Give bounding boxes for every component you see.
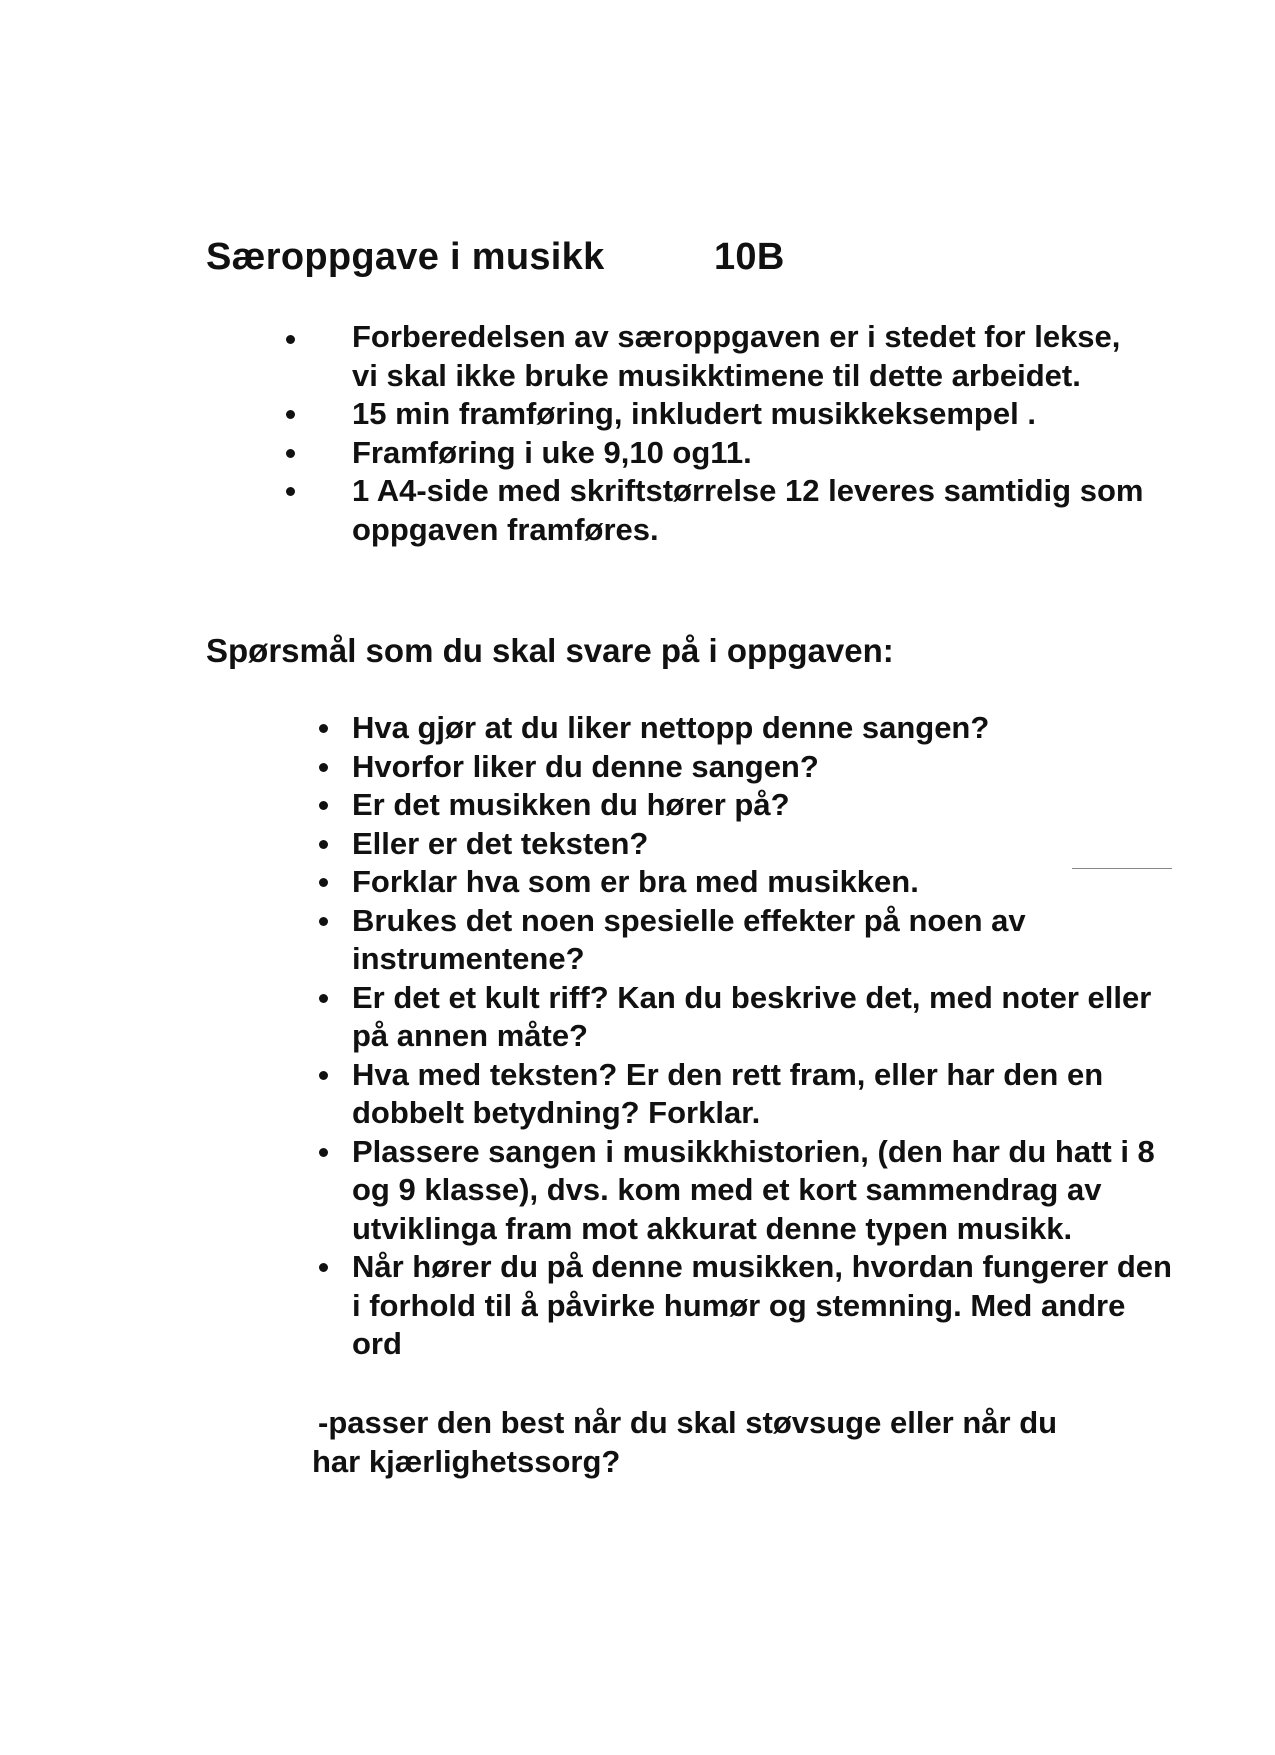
- list-item: [352, 434, 1152, 473]
- question-text: Er det et kult riff? Kan du beskrive det, med noter eller på annen måte?: [352, 979, 1152, 1053]
- bullet-icon: [319, 917, 328, 926]
- bullet-icon: [319, 1071, 328, 1080]
- question-text: Hva gjør at du liker nettopp denne sangen?: [352, 710, 990, 745]
- list-item: [352, 1056, 1172, 1133]
- bullet-icon: [319, 994, 328, 1003]
- info-item-text: 15 min framføring, inkludert musikkeksempel .: [352, 396, 1036, 431]
- list-item: [352, 472, 1152, 549]
- info-item-text: Framføring i uke 9,10 og11.: [352, 434, 752, 470]
- bullet-icon: [286, 449, 295, 458]
- bullet-icon: [319, 840, 328, 849]
- list-item: [352, 1248, 1172, 1364]
- list-item: [352, 748, 1172, 787]
- bullet-icon: [286, 335, 295, 344]
- question-text: Forklar hva som er bra med musikken.: [352, 864, 919, 899]
- info-item-text: Forberedelsen av særoppgaven er i stedet for lekse, vi skal ikke bruke musikktimene til dette arbeidet.: [352, 319, 1121, 393]
- question-text: Hvorfor liker du denne sangen?: [352, 748, 819, 784]
- list-item: [352, 902, 1172, 979]
- bullet-icon: [286, 410, 295, 419]
- list-item: [352, 709, 1172, 748]
- question-text: Er det musikken du hører på?: [352, 787, 790, 822]
- bullet-icon: [319, 878, 328, 887]
- question-text: Plassere sangen i musikkhistorien, (den har du hatt i 8 og 9 klasse), dvs. kom med et kort sammendrag av utviklinga fram mot akkurat denne typen musikk.: [352, 1133, 1155, 1246]
- page-title: [206, 236, 785, 279]
- bullet-icon: [319, 724, 328, 733]
- scan-artifact-line: [1072, 868, 1172, 869]
- closing-text: [312, 1404, 1132, 1481]
- list-item: [352, 825, 1172, 864]
- list-item: [352, 786, 1172, 825]
- bullet-icon: [286, 487, 295, 496]
- list-item: [352, 979, 1172, 1056]
- questions-list: [352, 709, 1172, 1364]
- closing-line: har kjærlighetssorg?: [312, 1443, 621, 1479]
- question-text: Brukes det noen spesielle effekter på noen av instrumentene?: [352, 902, 1026, 976]
- title-subject: Særoppgave i musikk: [206, 236, 605, 278]
- list-item: [352, 395, 1152, 434]
- list-item: [352, 318, 1152, 395]
- bullet-icon: [319, 763, 328, 772]
- question-text: Når hører du på denne musikken, hvordan fungerer den i forhold til å påvirke humør og stemning. Med andre ord: [352, 1249, 1172, 1361]
- info-list: [352, 318, 1152, 549]
- question-text: Eller er det teksten?: [352, 825, 649, 861]
- bullet-icon: [319, 1263, 328, 1272]
- question-text: Hva med teksten? Er den rett fram, eller har den en dobbelt betydning? Forklar.: [352, 1056, 1104, 1130]
- info-item-text: 1 A4-side med skriftstørrelse 12 leveres samtidig som oppgaven framføres.: [352, 473, 1144, 547]
- list-item: [352, 863, 1172, 902]
- questions-heading: Spørsmål som du skal svare på i oppgaven:: [206, 632, 894, 669]
- bullet-icon: [319, 1148, 328, 1157]
- list-item: [352, 1133, 1172, 1249]
- title-class-code: 10B: [714, 236, 785, 278]
- bullet-icon: [319, 801, 328, 810]
- closing-line: -passer den best når du skal støvsuge eller når du: [318, 1405, 1058, 1440]
